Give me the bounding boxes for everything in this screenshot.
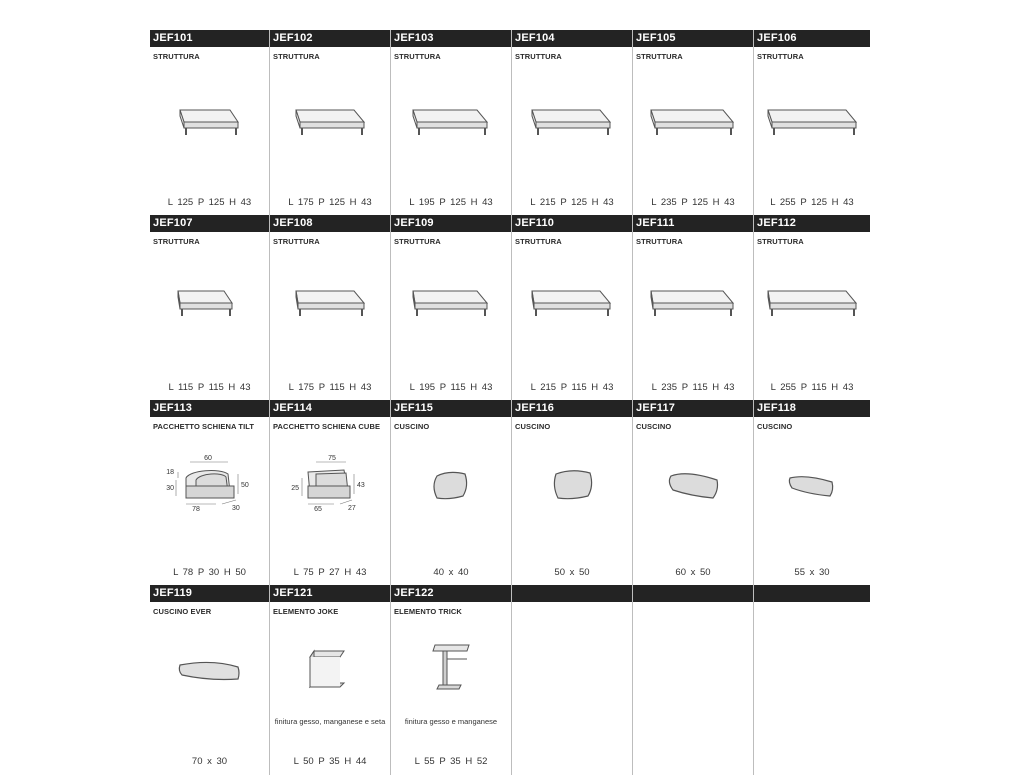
- product-code: JEF114: [273, 402, 313, 414]
- product-code: JEF122: [394, 587, 434, 599]
- product-cell-jef110: [512, 215, 633, 400]
- product-dimensions: L 255 P 125 H 43: [770, 197, 854, 208]
- product-dimensions: L 50 P 35 H 44: [293, 756, 367, 767]
- product-type: STRUTTURA: [757, 52, 804, 61]
- product-code: JEF105: [636, 32, 676, 44]
- code-bar: [270, 400, 390, 417]
- product-cell-jef104: [512, 30, 633, 215]
- product-cell-jef103: [391, 30, 512, 215]
- cushion-illustration: [391, 440, 511, 555]
- ottoman-frame-illustration: [150, 255, 269, 370]
- code-bar: [633, 585, 753, 602]
- product-cell-jef122: [391, 585, 512, 775]
- ottoman-frame-illustration: [391, 255, 511, 370]
- dimension-label: 65: [314, 506, 322, 513]
- code-bar: [754, 400, 870, 417]
- code-bar: [150, 215, 269, 232]
- product-cell-jef115: [391, 400, 512, 585]
- code-bar: [512, 585, 632, 602]
- product-dimensions: L 255 P 115 H 43: [770, 382, 854, 393]
- product-dimensions: 50 x 50: [554, 567, 590, 578]
- product-dimensions: L 175 P 115 H 43: [288, 382, 372, 393]
- product-code: JEF104: [515, 32, 555, 44]
- code-bar: [754, 215, 870, 232]
- dimension-label: 25: [291, 485, 299, 492]
- dimension-label: 30: [166, 485, 174, 492]
- product-cell-jef118: [754, 400, 870, 585]
- product-dimensions: L 115 P 115 H 43: [168, 382, 251, 393]
- product-dimensions: L 78 P 30 H 50: [173, 567, 246, 578]
- code-bar: [270, 585, 390, 602]
- catalog-row-2: [150, 215, 870, 400]
- product-type: ELEMENTO JOKE: [273, 607, 339, 616]
- product-dimensions: 60 x 50: [675, 567, 711, 578]
- product-cell-jef114: [270, 400, 391, 585]
- product-dimensions: L 175 P 125 H 43: [288, 197, 372, 208]
- dimension-label: 75: [328, 455, 336, 462]
- cushion-ever-illustration: [150, 625, 269, 740]
- code-bar: [512, 400, 632, 417]
- product-type: STRUTTURA: [515, 52, 562, 61]
- product-dimensions: 40 x 40: [433, 567, 469, 578]
- product-cell-jef117: [633, 400, 754, 585]
- product-code: JEF109: [394, 217, 434, 229]
- product-dimensions: L 235 P 115 H 43: [651, 382, 735, 393]
- back-cushion-pack-illustration: [150, 440, 269, 555]
- dimension-label: 50: [241, 482, 249, 489]
- product-type: CUSCINO: [757, 422, 793, 431]
- product-cell-jef108: [270, 215, 391, 400]
- product-cell-jef113: [150, 400, 270, 585]
- cushion-illustration: [512, 440, 632, 555]
- finish-note: finitura gesso e manganese: [404, 717, 498, 726]
- cushion-illustration: [754, 440, 870, 555]
- product-dimensions: L 235 P 125 H 43: [651, 197, 735, 208]
- ottoman-frame-illustration: [270, 255, 390, 370]
- product-type: STRUTTURA: [515, 237, 562, 246]
- code-bar: [270, 30, 390, 47]
- product-code: JEF112: [757, 217, 797, 229]
- product-code: JEF117: [636, 402, 676, 414]
- dimension-label: 43: [357, 482, 365, 489]
- product-code: JEF108: [273, 217, 313, 229]
- product-cell-jef116: [512, 400, 633, 585]
- product-type: CUSCINO: [394, 422, 430, 431]
- product-cell-jef119: [150, 585, 270, 775]
- code-bar: [391, 30, 511, 47]
- product-type: STRUTTURA: [757, 237, 804, 246]
- ottoman-frame-illustration: [633, 255, 753, 370]
- product-code: JEF116: [515, 402, 555, 414]
- product-type: STRUTTURA: [273, 237, 320, 246]
- product-type: STRUTTURA: [394, 52, 441, 61]
- empty-cell: [754, 585, 870, 775]
- catalog-row-1: [150, 30, 870, 215]
- ottoman-frame-illustration: [391, 70, 511, 185]
- code-bar: [150, 400, 269, 417]
- product-dimensions: L 195 P 125 H 43: [409, 197, 493, 208]
- product-dimensions: L 75 P 27 H 43: [293, 567, 367, 578]
- product-code: JEF119: [153, 587, 193, 599]
- product-cell-jef101: [150, 30, 270, 215]
- product-code: JEF115: [394, 402, 434, 414]
- product-code: JEF111: [636, 217, 675, 229]
- dimension-label: 60: [204, 455, 212, 462]
- product-type: CUSCINO: [515, 422, 551, 431]
- code-bar: [754, 585, 870, 602]
- code-bar: [391, 400, 511, 417]
- product-dimensions: 70 x 30: [191, 756, 228, 767]
- product-code: JEF101: [153, 32, 193, 44]
- product-code: JEF110: [515, 217, 555, 229]
- ottoman-frame-illustration: [754, 255, 870, 370]
- product-code: JEF113: [153, 402, 193, 414]
- product-type: CUSCINO: [636, 422, 672, 431]
- code-bar: [754, 30, 870, 47]
- product-type: STRUTTURA: [153, 52, 200, 61]
- code-bar: [150, 585, 269, 602]
- product-dimensions: L 215 P 115 H 43: [530, 382, 614, 393]
- product-type: CUSCINO EVER: [153, 607, 212, 616]
- product-type: PACCHETTO SCHIENA TILT: [153, 422, 255, 431]
- code-bar: [512, 215, 632, 232]
- ottoman-frame-illustration: [754, 70, 870, 185]
- product-code: JEF121: [273, 587, 313, 599]
- dimension-label: 27: [348, 505, 356, 512]
- product-cell-jef109: [391, 215, 512, 400]
- code-bar: [633, 400, 753, 417]
- back-cushion-pack-illustration: [270, 440, 390, 555]
- product-cell-jef112: [754, 215, 870, 400]
- product-code: JEF118: [757, 402, 797, 414]
- product-cell-jef105: [633, 30, 754, 215]
- dimension-label: 18: [166, 469, 174, 476]
- dimension-label: 30: [232, 505, 240, 512]
- product-code: JEF102: [273, 32, 313, 44]
- product-code: JEF103: [394, 32, 434, 44]
- product-dimensions: L 195 P 115 H 43: [409, 382, 493, 393]
- product-dimensions: 55 x 30: [794, 567, 830, 578]
- code-bar: [633, 215, 753, 232]
- dimension-label: 78: [192, 506, 200, 513]
- product-type: ELEMENTO TRICK: [394, 607, 462, 616]
- code-bar: [391, 585, 511, 602]
- ottoman-frame-illustration: [633, 70, 753, 185]
- catalog-row-3: [150, 400, 870, 585]
- ottoman-frame-illustration: [512, 255, 632, 370]
- code-bar: [270, 215, 390, 232]
- code-bar: [512, 30, 632, 47]
- code-bar: [150, 30, 269, 47]
- product-type: STRUTTURA: [273, 52, 320, 61]
- product-cell-jef107: [150, 215, 270, 400]
- product-dimensions: L 125 P 125 H 43: [167, 197, 252, 208]
- product-type: PACCHETTO SCHIENA CUBE: [273, 422, 381, 431]
- product-cell-jef111: [633, 215, 754, 400]
- catalog-row-4: [150, 585, 870, 775]
- product-cell-jef121: [270, 585, 391, 775]
- product-cell-jef102: [270, 30, 391, 215]
- ottoman-frame-illustration: [512, 70, 632, 185]
- product-code: JEF107: [153, 217, 193, 229]
- code-bar: [391, 215, 511, 232]
- product-catalog-grid: [150, 30, 870, 775]
- ottoman-frame-illustration: [270, 70, 390, 185]
- product-type: STRUTTURA: [636, 52, 683, 61]
- product-type: STRUTTURA: [153, 237, 200, 246]
- code-bar: [633, 30, 753, 47]
- ottoman-frame-illustration: [150, 70, 269, 185]
- product-type: STRUTTURA: [636, 237, 683, 246]
- product-cell-jef106: [754, 30, 870, 215]
- cushion-illustration: [633, 440, 753, 555]
- product-type: STRUTTURA: [394, 237, 441, 246]
- product-code: JEF106: [757, 32, 797, 44]
- finish-note: finitura gesso, manganese e seta: [274, 717, 386, 726]
- product-dimensions: L 215 P 125 H 43: [530, 197, 614, 208]
- empty-cell: [512, 585, 633, 775]
- empty-cell: [633, 585, 754, 775]
- product-dimensions: L 55 P 35 H 52: [414, 756, 488, 767]
